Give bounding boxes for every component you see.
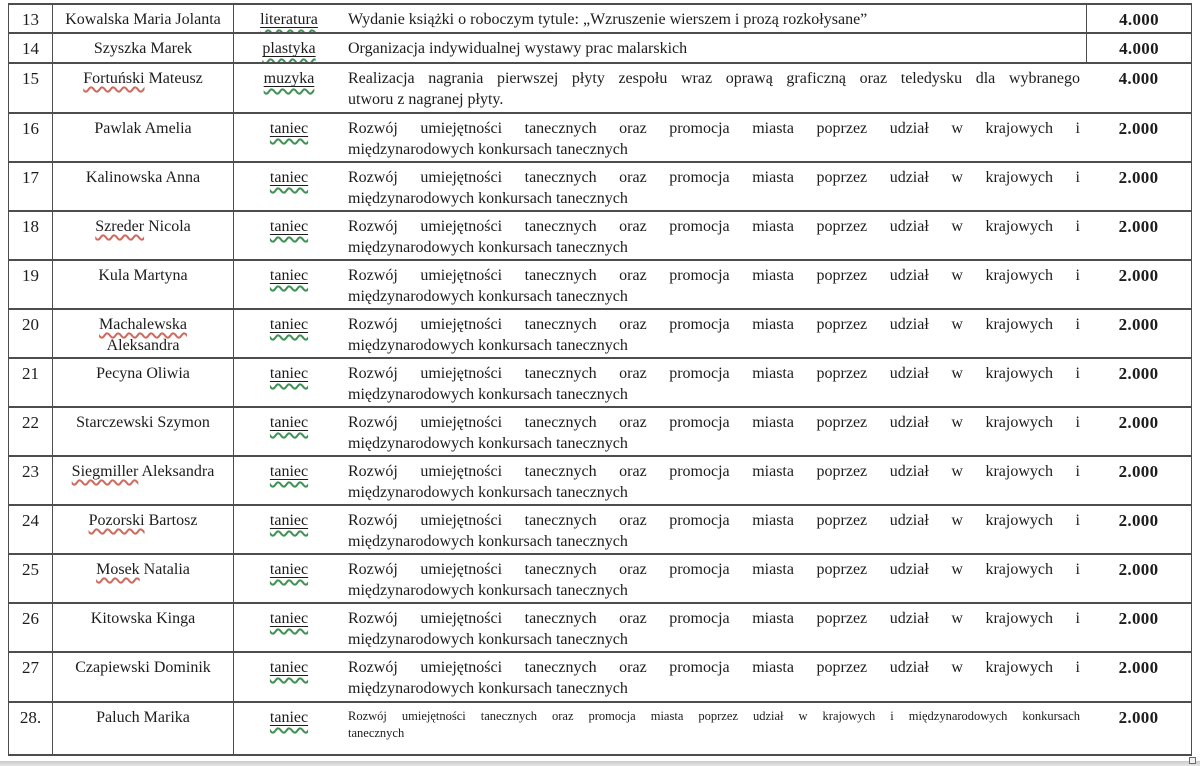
row-number-cell: 19 <box>9 261 53 308</box>
grammar-flagged-word: literatura <box>260 11 318 28</box>
category-cell <box>234 310 344 357</box>
row-number-cell: 24 <box>9 506 53 553</box>
description-line: międzynarodowych konkursach tanecznych <box>348 337 628 354</box>
description-line: Rozwój umiejętności tanecznych oraz promocja miasta poprzez udział w krajowych i <box>348 316 1080 333</box>
amount-cell: 2.000 <box>1118 708 1159 727</box>
table-row <box>9 555 1191 604</box>
grammar-flagged-word: taniec <box>269 169 309 186</box>
grammar-flagged-word: taniec <box>269 610 309 627</box>
row-number-cell: 26 <box>9 604 53 651</box>
category-cell <box>234 604 344 651</box>
amount-cell: 4.000 <box>1118 69 1159 88</box>
row-number-cell: 21 <box>9 359 53 406</box>
table-row <box>9 506 1191 555</box>
grammar-flagged-word: taniec <box>269 709 309 726</box>
description-line: międzynarodowych konkursach tanecznych <box>348 239 628 256</box>
project-description-cell <box>344 359 1086 406</box>
misspelled-word: Siegmiller <box>71 463 139 480</box>
table-row <box>9 457 1191 506</box>
applicant-name-cell: Fortuński Mateusz <box>53 64 234 112</box>
applicant-name-cell: Paluch Marika <box>53 703 234 754</box>
amount-cell: 2.000 <box>1118 364 1159 383</box>
project-description-cell <box>344 653 1086 701</box>
amount-cell: 2.000 <box>1118 266 1159 285</box>
category-cell <box>234 261 344 308</box>
table-row <box>9 64 1191 114</box>
description-line: międzynarodowych konkursach tanecznych <box>348 484 628 501</box>
applicant-name-cell: Machalewska Aleksandra <box>53 310 234 357</box>
row-number-cell: 16 <box>9 114 53 161</box>
row-number-cell: 28. <box>9 703 53 754</box>
grammar-flagged-word: plastyka <box>262 40 316 57</box>
description-line: międzynarodowych konkursach tanecznych <box>348 190 628 207</box>
row-number-cell: 20 <box>9 310 53 357</box>
description-line: Rozwój umiejętności tanecznych oraz promocja miasta poprzez udział w krajowych i <box>348 561 1080 578</box>
project-description-cell <box>344 506 1086 553</box>
project-description-cell <box>344 408 1086 455</box>
applicant-name-cell: Szyszka Marek <box>53 34 234 62</box>
description-line: Rozwój umiejętności tanecznych oraz promocja miasta poprzez udział w krajowych i <box>348 414 1080 431</box>
amount-cell: 2.000 <box>1118 217 1159 236</box>
description-line: Rozwój umiejętności tanecznych oraz promocja miasta poprzez udział w krajowych i <box>348 267 1080 284</box>
project-description-cell <box>344 163 1086 210</box>
project-description-cell <box>344 64 1086 112</box>
category-cell <box>234 703 344 754</box>
amount-cell: 4.000 <box>1086 5 1191 32</box>
grammar-flagged-word: muzyka <box>263 70 315 87</box>
table-row <box>9 408 1191 457</box>
row-number-cell: 27 <box>9 653 53 701</box>
amount-cell: 2.000 <box>1118 609 1159 628</box>
description-line: Rozwój umiejętności tanecznych oraz promocja miasta poprzez udział w krajowych i <box>348 120 1080 137</box>
grammar-flagged-word: taniec <box>269 218 309 235</box>
grammar-flagged-word: taniec <box>269 365 309 382</box>
grammar-flagged-word: taniec <box>269 659 309 676</box>
table-row <box>9 703 1191 756</box>
row-number-cell: 22 <box>9 408 53 455</box>
description-line: Organizacja indywidualnej wystawy prac malarskich <box>348 40 688 57</box>
row-number-cell: 15 <box>9 64 53 112</box>
category-cell <box>234 359 344 406</box>
description-line: Wydanie książki o roboczym tytule: „Wzruszenie wierszem i prozą rozkołysane” <box>348 11 868 28</box>
amount-cell: 2.000 <box>1118 413 1159 432</box>
description-line: Rozwój umiejętności tanecznych oraz promocja miasta poprzez udział w krajowych i <box>348 610 1080 627</box>
project-description-cell <box>344 114 1086 161</box>
table-row <box>9 163 1191 212</box>
amount-cell: 2.000 <box>1118 511 1159 530</box>
table-row <box>9 310 1191 359</box>
row-number-cell: 14 <box>9 34 53 62</box>
description-line: Realizacja nagrania pierwszej płyty zespołu wraz oprawą graficzną oraz teledysku dla wybranego <box>348 70 1080 87</box>
amount-cell: 2.000 <box>1118 462 1159 481</box>
applicant-name-cell: Kula Martyna <box>53 261 234 308</box>
table-row <box>9 114 1191 163</box>
category-cell <box>234 506 344 553</box>
category-cell <box>234 555 344 602</box>
description-line: międzynarodowych konkursach tanecznych <box>348 435 628 452</box>
applicant-name-cell: Mosek Natalia <box>53 555 234 602</box>
applicant-name-cell: Pecyna Oliwia <box>53 359 234 406</box>
table-row <box>9 5 1191 34</box>
description-line: Rozwój umiejętności tanecznych oraz promocja miasta poprzez udział w krajowych i <box>348 659 1080 676</box>
description-line: tanecznych <box>348 726 405 740</box>
row-number-cell: 18 <box>9 212 53 259</box>
category-cell <box>234 114 344 161</box>
page-edge-shadow <box>0 761 1200 766</box>
applicant-name-cell: Pawlak Amelia <box>53 114 234 161</box>
misspelled-word: Pozorski <box>88 512 145 529</box>
project-description-cell <box>344 703 1086 754</box>
misspelled-word: Szreder <box>95 218 145 235</box>
grammar-flagged-word: taniec <box>269 414 309 431</box>
project-description-cell <box>344 261 1086 308</box>
misspelled-word: Mosek <box>96 561 140 578</box>
applicant-name-cell: Kalinowska Anna <box>53 163 234 210</box>
table-row <box>9 359 1191 408</box>
description-line: międzynarodowych konkursach tanecznych <box>348 141 628 158</box>
applicant-name-cell: Siegmiller Aleksandra <box>53 457 234 504</box>
table-row <box>9 212 1191 261</box>
amount-cell: 2.000 <box>1118 560 1159 579</box>
category-cell <box>234 212 344 259</box>
table-row <box>9 604 1191 653</box>
table-row <box>9 34 1191 64</box>
description-line: Rozwój umiejętności tanecznych oraz promocja miasta poprzez udział w krajowych i <box>348 169 1080 186</box>
project-description-cell <box>344 604 1086 651</box>
amount-cell: 2.000 <box>1118 119 1159 138</box>
applicant-name-cell: Kowalska Maria Jolanta <box>53 5 234 32</box>
table-row <box>9 261 1191 310</box>
applicant-name-cell: Starczewski Szymon <box>53 408 234 455</box>
description-line: Rozwój umiejętności tanecznych oraz promocja miasta poprzez udział w krajowych i międzynarodowych konkursach <box>348 709 1080 723</box>
category-cell <box>234 163 344 210</box>
misspelled-word: Machalewska <box>99 316 187 333</box>
amount-cell: 2.000 <box>1118 168 1159 187</box>
project-description-cell <box>344 457 1086 504</box>
grammar-flagged-word: taniec <box>269 267 309 284</box>
description-line: Rozwój umiejętności tanecznych oraz promocja miasta poprzez udział w krajowych i <box>348 365 1080 382</box>
category-cell <box>234 5 344 32</box>
applicant-name-cell: Kitowska Kinga <box>53 604 234 651</box>
applicant-name-cell: Czapiewski Dominik <box>53 653 234 701</box>
category-cell <box>234 64 344 112</box>
row-number-cell: 23 <box>9 457 53 504</box>
category-cell <box>234 34 344 62</box>
applicant-name-cell: Szreder Nicola <box>53 212 234 259</box>
project-description-cell <box>344 212 1086 259</box>
description-line: międzynarodowych konkursach tanecznych <box>348 288 628 305</box>
grammar-flagged-word: taniec <box>269 463 309 480</box>
category-cell <box>234 408 344 455</box>
description-line: międzynarodowych konkursach tanecznych <box>348 631 628 648</box>
description-line: międzynarodowych konkursach tanecznych <box>348 386 628 403</box>
category-cell <box>234 457 344 504</box>
project-description-cell <box>344 310 1086 357</box>
description-line: międzynarodowych konkursach tanecznych <box>348 582 628 599</box>
project-description-cell <box>344 555 1086 602</box>
results-table <box>8 3 1192 756</box>
row-number-cell: 25 <box>9 555 53 602</box>
amount-cell: 2.000 <box>1118 658 1159 677</box>
description-line: Rozwój umiejętności tanecznych oraz promocja miasta poprzez udział w krajowych i <box>348 218 1080 235</box>
table-row <box>9 653 1191 703</box>
description-line: Rozwój umiejętności tanecznych oraz promocja miasta poprzez udział w krajowych i <box>348 463 1080 480</box>
grammar-flagged-word: taniec <box>269 561 309 578</box>
table-resize-handle-icon <box>1189 757 1196 764</box>
description-line: międzynarodowych konkursach tanecznych <box>348 680 628 697</box>
row-number-cell: 17 <box>9 163 53 210</box>
description-line: Rozwój umiejętności tanecznych oraz promocja miasta poprzez udział w krajowych i <box>348 512 1080 529</box>
grammar-flagged-word: taniec <box>269 512 309 529</box>
project-description-cell <box>344 5 1086 32</box>
description-line: międzynarodowych konkursach tanecznych <box>348 533 628 550</box>
project-description-cell <box>344 34 1086 62</box>
grammar-flagged-word: taniec <box>269 120 309 137</box>
description-line: utworu z nagranej płyty. <box>348 91 504 108</box>
applicant-name-cell: Pozorski Bartosz <box>53 506 234 553</box>
misspelled-word: Fortuński <box>83 70 145 87</box>
category-cell <box>234 653 344 701</box>
amount-cell: 2.000 <box>1118 315 1159 334</box>
amount-cell: 4.000 <box>1086 34 1191 62</box>
row-number-cell: 13 <box>9 5 53 32</box>
grammar-flagged-word: taniec <box>269 316 309 333</box>
